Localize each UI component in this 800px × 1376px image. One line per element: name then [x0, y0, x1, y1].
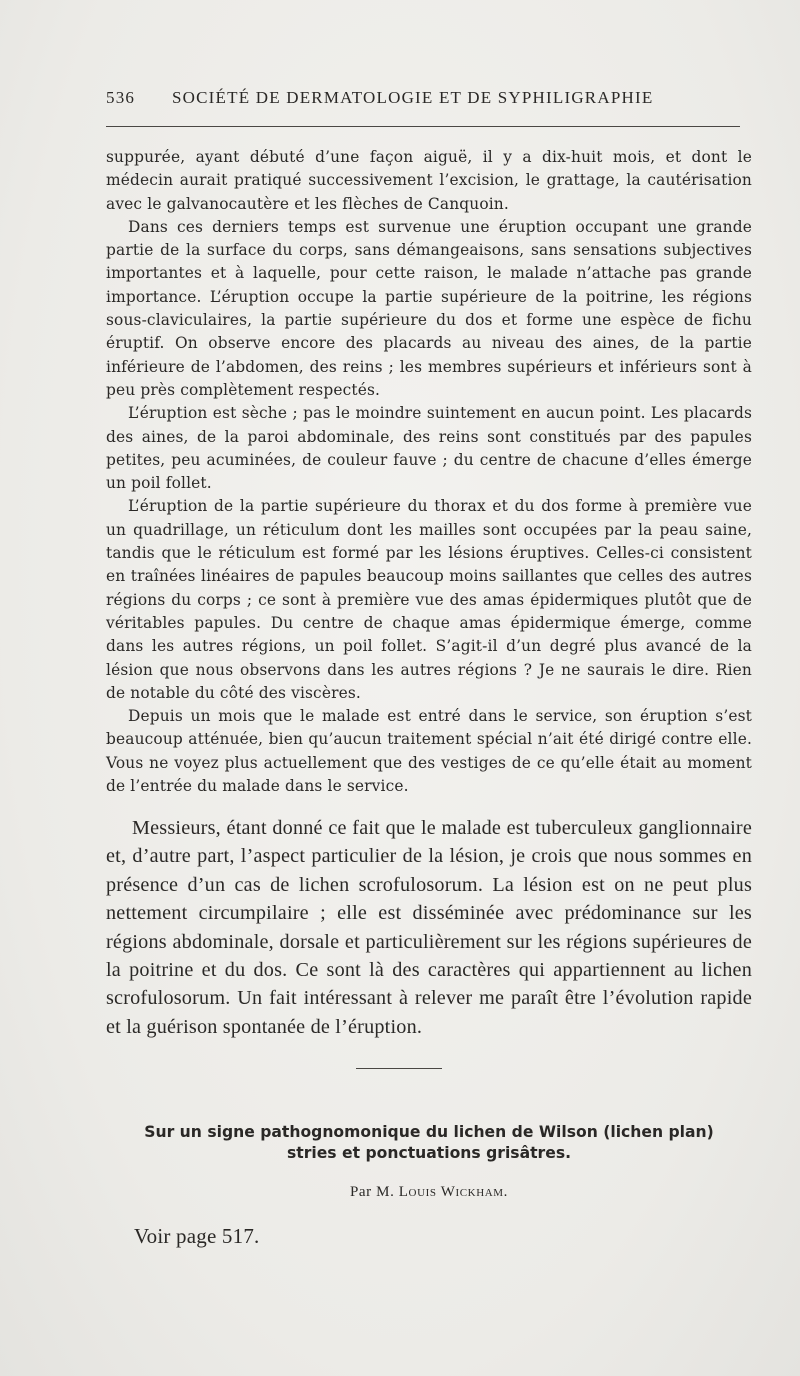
- article-title: [106, 1122, 752, 1164]
- conclusion-paragraph: Messieurs, étant donné ce fait que le malade est tuberculeux ganglionnaire et, d’autre part, l’aspect particulier de la lésion, je crois que nous sommes en présence d’un cas de lichen scrofulosorum. La lésion est on ne peut plus nettement circumpilaire ; elle est disséminée avec prédominance sur les régions abdominale, dorsale et particulièrement sur les régions supérieures de la poitrine et du dos. Ce sont là des caractères qui appartiennent au lichen scrofulosorum. Un fait intéressant à relever me paraît être l’évolution rapide et la guérison spontanée de l’éruption.: [106, 817, 752, 1038]
- section-divider: [356, 1068, 442, 1069]
- byline: [106, 1184, 752, 1201]
- article-title-line-1: Sur un signe pathognomonique du lichen de Wilson (lichen plan): [144, 1123, 714, 1141]
- conclusion-text: [106, 814, 752, 1041]
- page-number: 536: [106, 88, 136, 107]
- article-title-line-2: stries et ponctuations grisâtres.: [286, 1144, 572, 1162]
- paragraph: Dans ces derniers temps est survenue une éruption occupant une grande partie de la surface du corps, sans démangeaisons, sans sensations subjectives importantes et à laquelle, pour cette raison, le malade n’attache pas grande importance. L’éruption occupe la partie supérieure de la poitrine, les régions sous-claviculaires, la partie supérieure du dos et forme une espèce de fichu éruptif. On observe encore des placards au niveau des aines, de la partie inférieure de l’abdomen, des reins ; les membres supérieurs et inférieurs sont à peu près complètement respectés.: [106, 217, 752, 399]
- body-text: [106, 146, 752, 798]
- author-name: Louis Wickham.: [398, 1184, 509, 1200]
- paragraph: L’éruption de la partie supérieure du thorax et du dos forme à première vue un quadrillage, un réticulum dont les mailles sont occupées par la peau saine, tandis que le réticulum est formé par les lésions éruptives. Celles-ci consistent en traînées linéaires de papules beaucoup moins saillantes que celles des autres régions du corps ; ce sont à première vue des amas épidermiques plutôt que de véritables papules. Du centre de chaque amas épidermique émerge, comme dans les autres régions, un poil follet. S’agit-il d’un degré plus avancé de la lésion que nous observons dans les autres régions ? Je ne saurais le dire. Rien de notable du côté des viscères.: [106, 497, 752, 702]
- byline-prefix: Par M.: [349, 1184, 395, 1200]
- paragraph: L’éruption est sèche ; pas le moindre suintement en aucun point. Les placards des aines, de la paroi abdominale, des reins sont constitués par des papules petites, peu acuminées, de couleur fauve ; du centre de chacune d’elles émerge un poil follet.: [106, 404, 752, 493]
- see-page-reference: Voir page 517.: [134, 1224, 260, 1248]
- paragraph: suppurée, ayant débuté d’une façon aiguë, il y a dix-huit mois, et dont le médecin aurait pratiqué successivement l’excision, le grattage, la cautérisation avec le galvanocautère et les flèches de Canquoin.: [106, 148, 752, 213]
- running-title: SOCIÉTÉ DE DERMATOLOGIE ET DE SYPHILIGRAPHIE: [172, 88, 654, 107]
- header-rule: [106, 126, 740, 127]
- paragraph: Depuis un mois que le malade est entré dans le service, son éruption s’est beaucoup atténuée, bien qu’aucun traitement spécial n’ait été dirigé contre elle. Vous ne voyez plus actuellement que des vestiges de ce qu’elle était au moment de l’entrée du malade dans le service.: [106, 707, 752, 796]
- running-header: [106, 88, 740, 114]
